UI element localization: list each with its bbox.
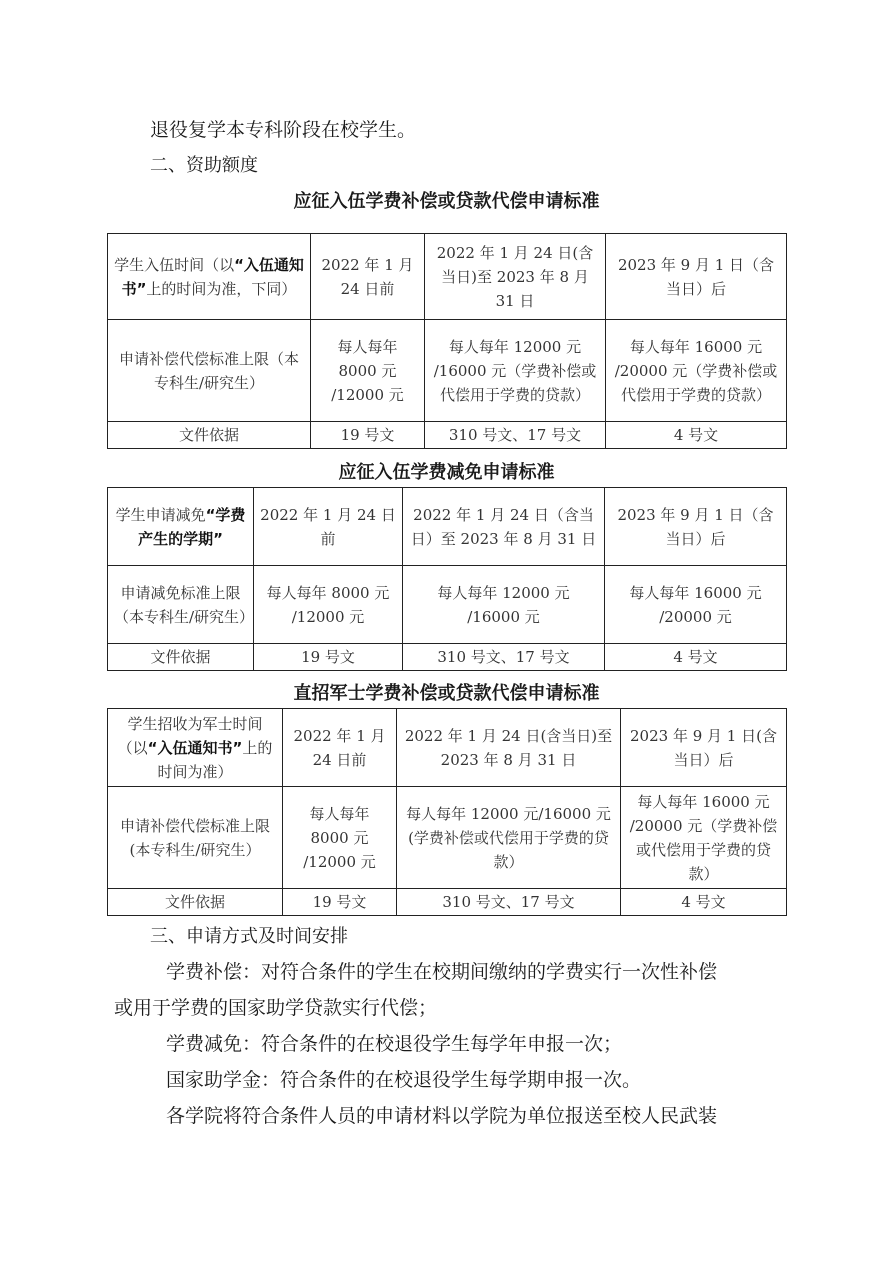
table3-basis-col3: 4 号文: [621, 889, 787, 916]
section-heading-2: 二、资助额度: [150, 155, 258, 176]
table1-basis-col3: 4 号文: [606, 422, 787, 449]
table1-header-col1: 2022 年 1 月 24 日前: [311, 234, 425, 320]
table2-basis-row: [108, 644, 787, 671]
table1-header-col3: 2023 年 9 月 1 日（含当日）后: [606, 234, 787, 320]
table1-basis-row: [108, 422, 787, 449]
table2-standard-col3: 每人每年 16000 元 /20000 元: [605, 566, 787, 644]
table1-header-label: 学生入伍时间（以“入伍通知书”上的时间为准，下同）: [108, 234, 311, 320]
table3-standard-col2: 每人每年 12000 元/16000 元(学费补偿或代偿用于学费的贷款）: [397, 787, 621, 889]
table3-title: 直招军士学费补偿或贷款代偿申请标准: [293, 683, 600, 704]
table2-header-col1: 2022 年 1 月 24 日前: [254, 488, 403, 566]
table1-basis-col2: 310 号文、17 号文: [425, 422, 606, 449]
paragraph-national-grant: 国家助学金：符合条件的在校退役学生每学期申报一次。: [166, 1069, 642, 1091]
table3-standard-row: [108, 787, 787, 889]
table1-title: 应征入伍学费补偿或贷款代偿申请标准: [293, 191, 600, 212]
table2-standard-col2: 每人每年 12000 元 /16000 元: [403, 566, 605, 644]
table3-basis-row: [108, 889, 787, 916]
table3-standard-col1: 每人每年 8000 元 /12000 元: [283, 787, 397, 889]
table3-header-label: 学生招收为军士时间（以“入伍通知书”上的时间为准）: [108, 709, 283, 787]
section-heading-3: 三、申请方式及时间安排: [150, 926, 348, 947]
table3-standard-label: 申请补偿代偿标准上限(本专科生/研究生）: [108, 787, 283, 889]
table3-header-row: [108, 709, 787, 787]
table3-basis-col1: 19 号文: [283, 889, 397, 916]
table2-header-label: 学生申请减免“学费产生的学期”: [108, 488, 254, 566]
table1-basis-label: 文件依据: [108, 422, 311, 449]
table1-standard-label: 申请补偿代偿标准上限（本专科生/研究生）: [108, 320, 311, 422]
table1-standard-col1: 每人每年 8000 元 /12000 元: [311, 320, 425, 422]
table3-basis-label: 文件依据: [108, 889, 283, 916]
paragraph-tuition-reduction: 学费减免：符合条件的在校退役学生每学年申报一次；: [166, 1033, 623, 1055]
table1-header-col2: 2022 年 1 月 24 日(含当日)至 2023 年 8 月 31 日: [425, 234, 606, 320]
table2-basis-label: 文件依据: [108, 644, 254, 671]
table2-header-row: [108, 488, 787, 566]
table3: [107, 708, 787, 916]
table3-header-col1: 2022 年 1 月 24 日前: [283, 709, 397, 787]
table2-header-col3: 2023 年 9 月 1 日（含当日）后: [605, 488, 787, 566]
table2-standard-row: [108, 566, 787, 644]
table1-standard-col2: 每人每年 12000 元 /16000 元（学费补偿或代偿用于学费的贷款）: [425, 320, 606, 422]
table1-basis-col1: 19 号文: [311, 422, 425, 449]
table2-basis-col1: 19 号文: [254, 644, 403, 671]
table3-header-col2: 2022 年 1 月 24 日(含当日)至 2023 年 8 月 31 日: [397, 709, 621, 787]
table1-standard-row: [108, 320, 787, 422]
table2: [107, 487, 787, 671]
intro-line: 退役复学本专科阶段在校学生。: [150, 119, 417, 141]
table2-standard-label: 申请减免标准上限（本专科生/研究生）: [108, 566, 254, 644]
table2-standard-col1: 每人每年 8000 元 /12000 元: [254, 566, 403, 644]
paragraph-college-submission: 各学院将符合条件人员的申请材料以学院为单位报送至校人民武装: [166, 1105, 718, 1127]
table2-basis-col3: 4 号文: [605, 644, 787, 671]
table2-title: 应征入伍学费减免申请标准: [338, 462, 555, 483]
table3-header-col3: 2023 年 9 月 1 日(含当日）后: [621, 709, 787, 787]
table1: [107, 233, 787, 449]
table1-standard-col3: 每人每年 16000 元 /20000 元（学费补偿或代偿用于学费的贷款）: [606, 320, 787, 422]
table1-header-row: [108, 234, 787, 320]
table2-basis-col2: 310 号文、17 号文: [403, 644, 605, 671]
table3-standard-col3: 每人每年 16000 元 /20000 元（学费补偿或代偿用于学费的贷款）: [621, 787, 787, 889]
paragraph-tuition-compensation-line2: 或用于学费的国家助学贷款实行代偿；: [114, 997, 438, 1019]
paragraph-tuition-compensation-line1: 学费补偿：对符合条件的学生在校期间缴纳的学费实行一次性补偿: [166, 961, 718, 983]
table3-basis-col2: 310 号文、17 号文: [397, 889, 621, 916]
table2-header-col2: 2022 年 1 月 24 日（含当日）至 2023 年 8 月 31 日: [403, 488, 605, 566]
